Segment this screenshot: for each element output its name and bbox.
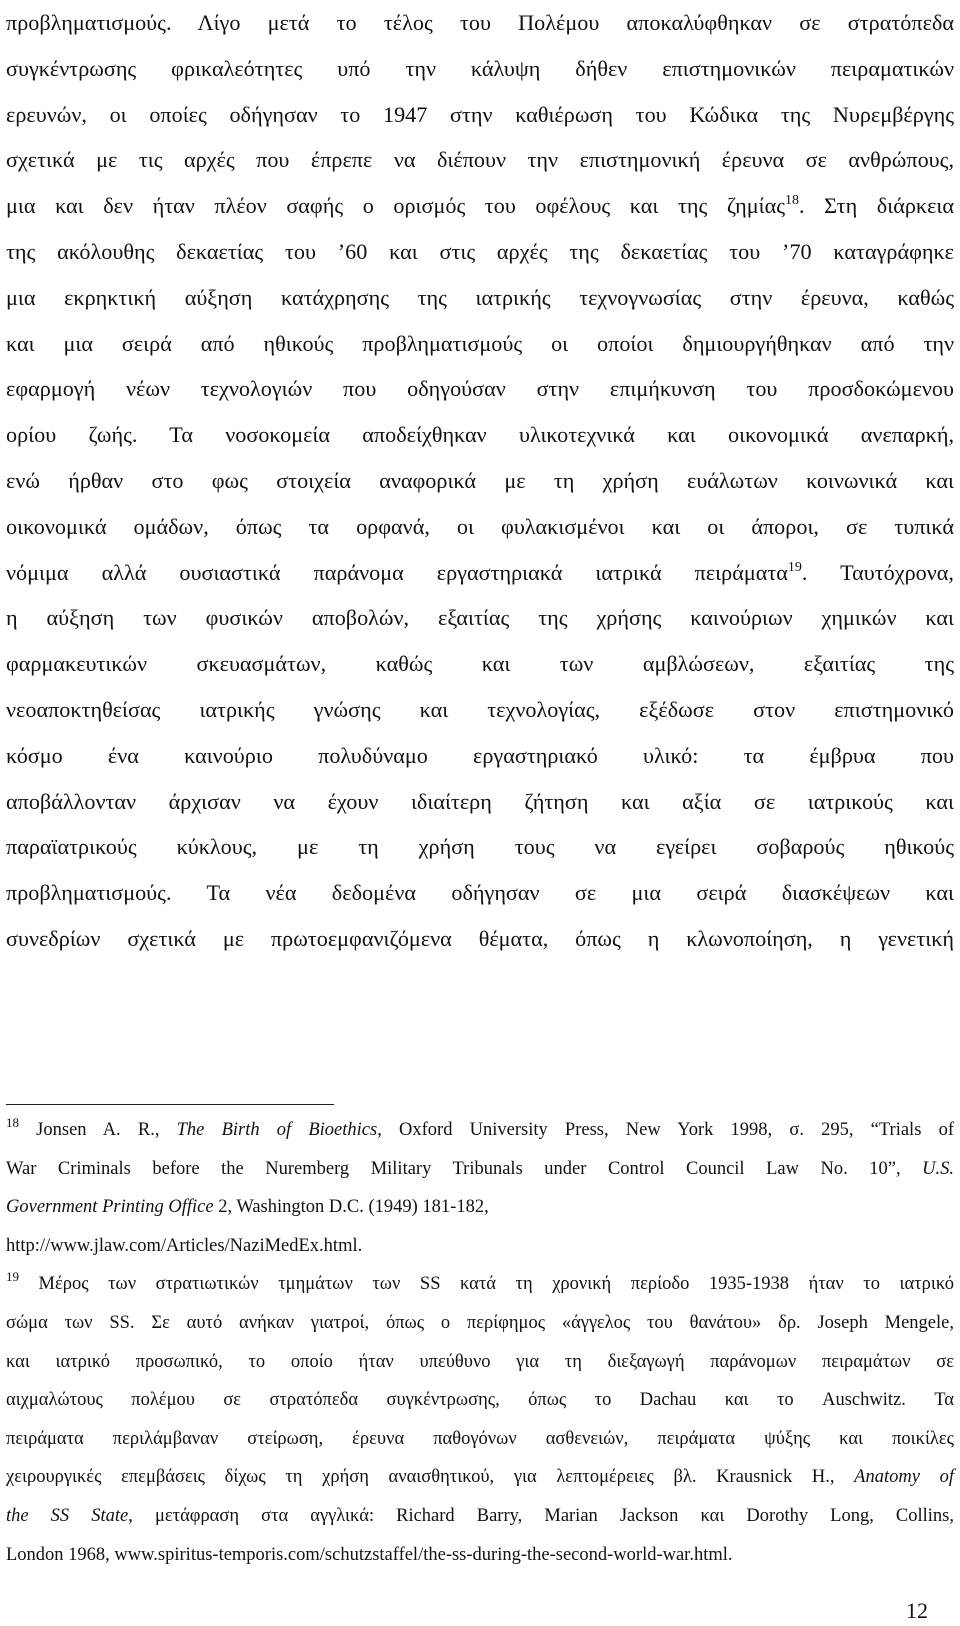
text-line: και μια σειρά από ηθικούς προβληματισμούς οι οποίοι δημιουργήθηκαν από την bbox=[6, 330, 954, 356]
publisher-italic: U.S. bbox=[922, 1158, 954, 1179]
body-text bbox=[6, 0, 954, 962]
text-line: φαρμακευτικών σκευασμάτων, καθώς και των αμβλώσεων, εξαιτίας της bbox=[6, 651, 954, 677]
text-line: συνεδρίων σχετικά με πρωτοεμφανιζόμενα θέματα, όπως η κλωνοποίηση, η γενετική bbox=[6, 925, 954, 951]
text-segment: Μέρος των στρατιωτικών τμημάτων των SS κατά τη χρονική περίοδο 1935-1938 ήταν το ιατρικό bbox=[19, 1274, 954, 1295]
footnote-line: και ιατρικό προσωπικό, το οποίο ήταν υπεύθυνο για τη διεξαγωγή παράνομων πειραμάτων σε bbox=[6, 1351, 954, 1372]
page-number: 12 bbox=[906, 1598, 928, 1623]
text-line: ενώ ήρθαν στο φως στοιχεία αναφορικά με τη χρήση ευάλωτων κοινωνικά και bbox=[6, 467, 954, 493]
book-title: The Birth of Bioethics bbox=[176, 1120, 378, 1140]
text-segment: , Oxford University Press, New York 1998, σ. 295, “Trials of bbox=[377, 1120, 954, 1140]
text-segment: νόμιμα αλλά ουσιαστικά παράνομα εργαστηριακά ιατρικά πειράματα bbox=[6, 559, 788, 585]
footnote-divider bbox=[6, 1104, 334, 1105]
text-segment: μια και δεν ήταν πλέον σαφής ο ορισμός του οφέλους και της ζημίας bbox=[6, 193, 786, 219]
footnote-link[interactable]: http://www.jlaw.com/Articles/NaziMedEx.html. bbox=[6, 1235, 363, 1256]
text-line: εφαρμογή νέων τεχνολογιών που οδηγούσαν στην επιμήκυνση του προσδοκώμενου bbox=[6, 376, 954, 402]
text-line: αποβάλλονταν άρχισαν να έχουν ιδιαίτερη ζήτηση και αξία σε ιατρικούς και bbox=[6, 788, 954, 814]
text-line: η αύξηση των φυσικών αποβολών, εξαιτίας της χρήσης καινούριων χημικών και bbox=[6, 605, 954, 631]
footnote-18 bbox=[6, 1111, 954, 1265]
publisher-italic: Government Printing Office bbox=[6, 1197, 214, 1218]
text-line: προβληματισμούς. Τα νέα δεδομένα οδήγησαν σε μια σειρά διασκέψεων και bbox=[6, 880, 954, 906]
text-line: συγκέντρωσης φρικαλεότητες υπό την κάλυψη δήθεν επιστημονικών πειραματικών bbox=[6, 55, 954, 81]
footnote-line: πειράματα περιλάμβαναν στείρωση, έρευνα παθογόνων ασθενειών, πειράματα ψύξης και ποικίλες bbox=[6, 1428, 954, 1449]
footnote-line bbox=[6, 1458, 954, 1497]
text-segment: χειρουργικές επεμβάσεις δίχως τη χρήση αναισθητικού, για λεπτομέρειες βλ. Krausnick H., bbox=[6, 1467, 855, 1488]
footnote-line bbox=[6, 1265, 954, 1304]
text-segment: Jonsen A. R., bbox=[19, 1120, 177, 1140]
footnote-number: 19 bbox=[6, 1269, 19, 1285]
text-line bbox=[6, 183, 954, 229]
footnote-line: London 1968, www.spiritus-temporis.com/schutzstaffel/the-ss-during-the-second-world-war.html. bbox=[6, 1544, 733, 1565]
footnote-number: 18 bbox=[6, 1115, 19, 1130]
text-line: της ακόλουθης δεκαετίας του ’60 και στις αρχές της δεκαετίας του ’70 καταγράφηκε bbox=[6, 238, 954, 264]
footnotes bbox=[6, 1111, 954, 1574]
text-line: σχετικά με τις αρχές που έπρεπε να διέπουν την επιστημονική έρευνα σε ανθρώπους, bbox=[6, 147, 954, 173]
text-segment: War Criminals before the Nuremberg Military Tribunals under Control Council Law No. 10”, bbox=[6, 1158, 923, 1179]
text-line: μια εκρηκτική αύξηση κατάχρησης της ιατρικής τεχνογνωσίας στην έρευνα, καθώς bbox=[6, 284, 954, 310]
book-title: Anatomy of bbox=[854, 1467, 954, 1488]
document-page bbox=[6, 0, 954, 1626]
body-paragraph bbox=[6, 0, 954, 962]
footnote-line bbox=[6, 1188, 954, 1227]
footnote-ref-18[interactable]: 18 bbox=[785, 193, 800, 209]
text-line: ερευνών, οι οποίες οδήγησαν το 1947 στην καθιέρωση του Κώδικα της Νυρεμβέργης bbox=[6, 101, 954, 127]
text-segment: , μετάφραση στα αγγλικά: Richard Barry, Marian Jackson και Dorothy Long, Collins, bbox=[128, 1505, 954, 1526]
text-segment: . Ταυτόχρονα, bbox=[801, 559, 954, 585]
book-title: the SS State bbox=[6, 1505, 129, 1526]
text-line: κόσμο ένα καινούριο πολυδύναμο εργαστηριακό υλικό: τα έμβρυα που bbox=[6, 742, 954, 768]
footnote-line bbox=[6, 1497, 954, 1536]
text-line: προβληματισμούς. Λίγο μετά το τέλος του Πολέμου αποκαλύφθηκαν σε στρατόπεδα bbox=[6, 10, 954, 35]
text-segment: . Στη διάρκεια bbox=[799, 193, 954, 219]
text-line: νεοαποκτηθείσας ιατρικής γνώσης και τεχνολογίας, εξέδωσε στον επιστημονικό bbox=[6, 696, 954, 722]
text-line bbox=[6, 550, 954, 596]
footnote-19 bbox=[6, 1265, 954, 1574]
footnote-line bbox=[6, 1150, 954, 1189]
footnote-ref-19[interactable]: 19 bbox=[787, 559, 802, 575]
footnote-line: σώμα των SS. Σε αυτό ανήκαν γιατροί, όπως ο περίφημος «άγγελος του θανάτου» δρ. Joseph Mengele, bbox=[6, 1312, 954, 1333]
footnote-line bbox=[6, 1111, 954, 1150]
text-segment: 2, Washington D.C. (1949) 181-182, bbox=[213, 1197, 489, 1218]
footnote-line: αιχμαλώτους πολέμου σε στρατόπεδα συγκέντρωσης, όπως το Dachau και το Auschwitz. Τα bbox=[6, 1390, 954, 1411]
text-line: παραϊατρικούς κύκλους, με τη χρήση τους να εγείρει σοβαρούς ηθικούς bbox=[6, 834, 954, 860]
text-line: ορίου ζωής. Τα νοσοκομεία αποδείχθηκαν υλικοτεχνικά και οικονομικά ανεπαρκή, bbox=[6, 422, 954, 448]
text-line: οικονομικά ομάδων, όπως τα ορφανά, οι φυλακισμένοι και οι άποροι, σε τυπικά bbox=[6, 513, 954, 539]
